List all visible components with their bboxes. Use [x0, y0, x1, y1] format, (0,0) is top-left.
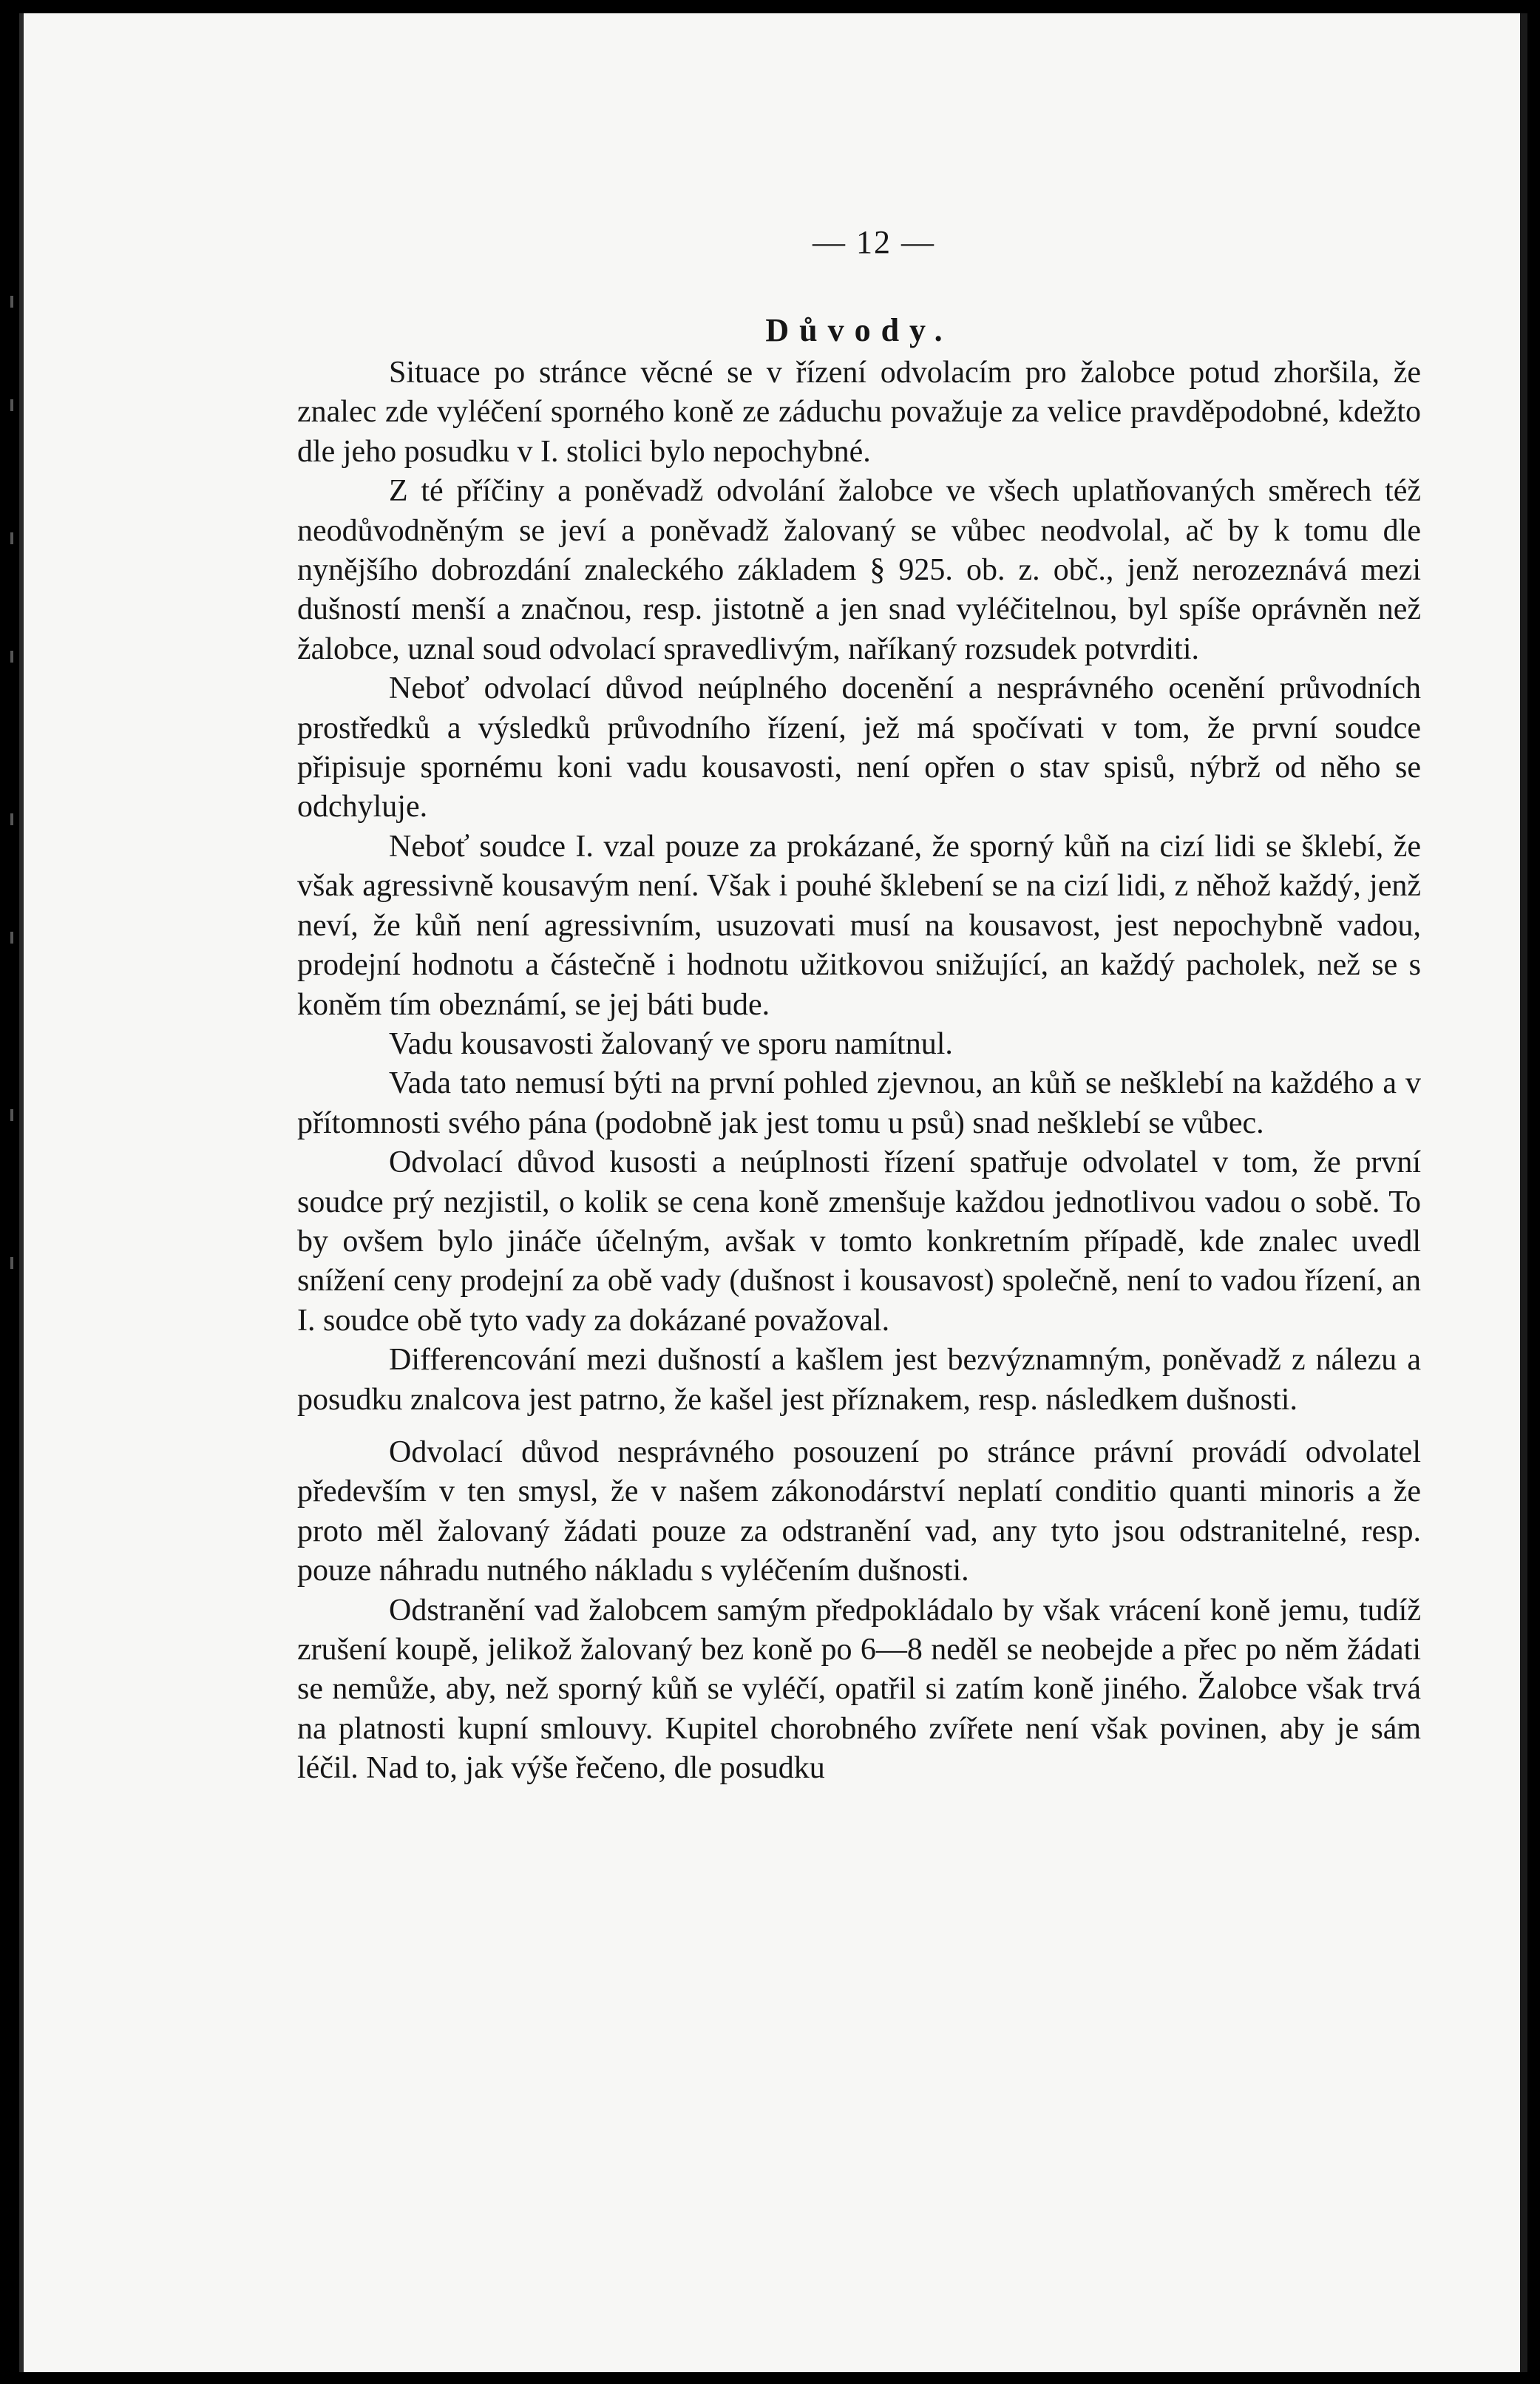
paragraph-4: Neboť soudce I. vzal pouze za prokázané, že sporný kůň na cizí lidi se šklebí, že však agressivně kousavým není. Však i pouhé šklebení se na cizí lidi, z něhož každý, jenž neví, že kůň není agressivním, usuzovati musí na kousavost, jest nepochybně vadou, prodejní hodnotu a částečně i hodnotu užitkovou snižující, an každý pacholek, než se s koněm tím obeznámí, se jej báti bude. [297, 829, 1421, 1022]
paragraph-8: Differencování mezi dušností a kašlem jest bezvýznamným, poněvadž z nálezu a posudku znalcova jest patrno, že kašel jest příznakem, resp. následkem dušnosti. [297, 1343, 1421, 1417]
paragraph-6: Vada tato nemusí býti na první pohled zjevnou, an kůň se nešklebí na každého a v přítomnosti svého pána (podobně jak jest tomu u psů) snad nešklebí se vůbec. [297, 1066, 1421, 1140]
document-body [297, 220, 1421, 1789]
page-number: — 12 — [813, 224, 935, 260]
paragraph-7: Odvolací důvod kusosti a neúplnosti řízení spatřuje odvolatel v tom, že první soudce prý nezjistil, o kolik se cena koně zmenšuje každou jednotlivou vadou o sobě. To by ovšem bylo jináče účelným, avšak v tomto konkretním případě, kde znalec uvedl snížení ceny prodejní za obě vady (dušnost i kousavost) společně, není to vadou řízení, an I. soudce obě tyto vady za dokázané považoval. [297, 1145, 1421, 1338]
binding-edge-marks [7, 296, 18, 1331]
paragraph-10: Odstranění vad žalobcem samým předpokládalo by však vrácení koně jemu, tudíž zrušení koupě, jelikož žalovaný bez koně po 6—8 neděl se neobejde a přec po něm žádati se nemůže, aby, než sporný kůň se vyléčí, opatřil si zatím koně jiného. Žalobce však trvá na platnosti kupní smlouvy. Kupitel chorobného zvířete není však povinen, aby je sám léčil. Nad to, jak výše řečeno, dle posudku [297, 1593, 1421, 1786]
paragraph-3: Neboť odvolací důvod neúplného docenění a nesprávného ocenění průvodních prostředků a výsledků průvodního řízení, jež má spočívati v tom, že první soudce připisuje spornému koni vadu kousavosti, není opřen o stav spisů, nýbrž od něho se odchyluje. [297, 671, 1421, 824]
paragraph-9: Odvolací důvod nesprávného posouzení po stránce právní provádí odvolatel především v ten smysl, že v našem zákonodárství neplatí conditio quanti minoris a že proto měl žalovaný žádati pouze za odstranění vad, any tyto jsou odstranitelné, resp. pouze náhradu nutného nákladu s vyléčením dušnosti. [297, 1435, 1421, 1588]
section-heading: Důvody. [765, 312, 953, 348]
paragraph-5: Vadu kousavosti žalovaný ve sporu namítnul. [389, 1026, 953, 1061]
paragraph-1: Situace po stránce věcné se v řízení odvolacím pro žalobce potud zhoršila, že znalec zde vyléčení sporného koně ze záduchu považuje za velice pravděpodobné, kdežto dle jeho posudku v I. stolici bylo nepochybné. [297, 356, 1421, 469]
paragraph-2: Z té příčiny a poněvadž odvolání žalobce ve všech uplatňovaných směrech též neodůvodněným se jeví a poněvadž žalovaný se vůbec neodvolal, ač by k tomu dle nynějšího dobrozdání znaleckého základem § 925. ob. z. obč., jenž nerozeznává mezi dušností menší a značnou, resp. jistotně a jen snad vyléčitelnou, byl spíše oprávněn než žalobce, uznal soud odvolací spravedlivým, naříkaný rozsudek potvrditi. [297, 474, 1421, 666]
